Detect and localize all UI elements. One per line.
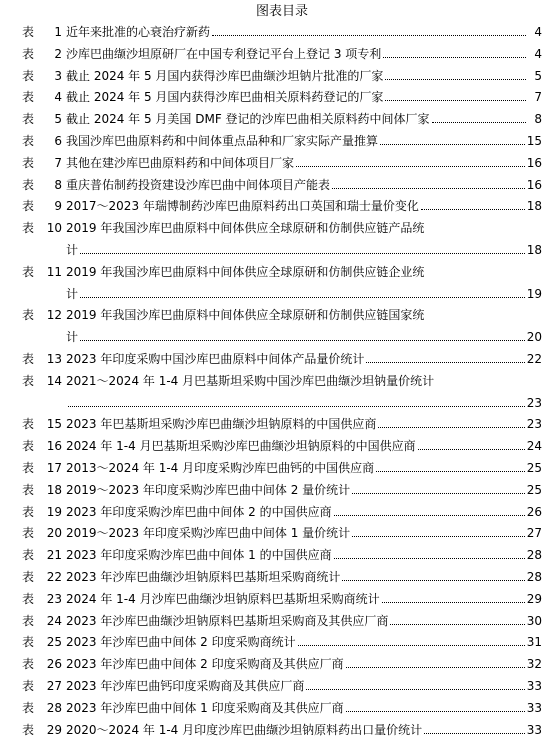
toc-entry-line — [22, 44, 542, 66]
toc-entry-page: 31 — [527, 632, 542, 654]
toc-entry-number: 9 — [44, 196, 62, 218]
toc-entry-prefix: 表 — [22, 567, 34, 589]
toc-entry-page: 27 — [527, 523, 542, 545]
toc-entry-label — [22, 262, 66, 284]
toc-entry-line — [22, 502, 542, 524]
toc-entry[interactable] — [22, 218, 542, 262]
dot-leader — [298, 645, 525, 646]
toc-entry-page: 20 — [527, 327, 542, 349]
toc-entry-line — [22, 567, 542, 589]
toc-entry-title: 2021～2024 年 1-4 月巴基斯坦采购中国沙库巴曲缬沙坦钠量价统计 — [66, 371, 434, 393]
toc-entry-label — [22, 153, 66, 175]
toc-entry-title: 2023 年沙库巴曲中间体 2 印度采购商统计 — [66, 632, 296, 654]
toc-entry-title-cont: 计 — [66, 327, 78, 349]
toc-entry-line — [22, 66, 542, 88]
toc-entry-title: 截止 2024 年 5 月国内获得沙库巴曲相关原料药登记的厂家 — [66, 87, 383, 109]
toc-entry-title: 2019 年我国沙库巴曲原料中间体供应全球原研和仿制供应链国家统 — [66, 305, 424, 327]
dot-leader — [80, 253, 525, 254]
toc-entry[interactable] — [22, 196, 542, 218]
toc-entry-prefix: 表 — [22, 218, 34, 240]
toc-entry-title: 2019～2023 年印度采购沙库巴曲中间体 1 量价统计 — [66, 523, 350, 545]
toc-entry[interactable] — [22, 349, 542, 371]
toc-entry-label — [22, 87, 66, 109]
toc-entry-page: 18 — [527, 196, 542, 218]
toc-entry-line — [22, 218, 542, 240]
toc-entry[interactable] — [22, 262, 542, 306]
toc-entry-number: 16 — [44, 436, 62, 458]
toc-entry-number: 11 — [44, 262, 62, 284]
toc-entry-page: 28 — [527, 567, 542, 589]
dot-leader — [385, 100, 526, 101]
toc-entry-page: 30 — [527, 611, 542, 633]
dot-leader — [366, 362, 524, 363]
toc-entry-prefix: 表 — [22, 545, 34, 567]
toc-entry[interactable] — [22, 22, 542, 44]
toc-entry-page: 19 — [527, 284, 542, 306]
toc-entry-line — [22, 22, 542, 44]
toc-entry-prefix: 表 — [22, 153, 34, 175]
toc-entry-number: 21 — [44, 545, 62, 567]
toc-entry-title: 2017～2023 年瑞博制药沙库巴曲原料药出口英国和瑞士量价变化 — [66, 196, 419, 218]
toc-entry-page: 4 — [528, 22, 542, 44]
toc-entry-line — [22, 654, 542, 676]
dot-leader — [352, 536, 525, 537]
toc-entry[interactable] — [22, 632, 542, 654]
toc-entry-number: 6 — [44, 131, 62, 153]
toc-entry[interactable] — [22, 676, 542, 698]
toc-entry-label — [22, 589, 66, 611]
dot-leader — [342, 580, 524, 581]
toc-entry-number: 5 — [44, 109, 62, 131]
toc-entry-number: 13 — [44, 349, 62, 371]
toc-entry-prefix: 表 — [22, 611, 34, 633]
toc-entry-label — [22, 196, 66, 218]
toc-entry-label — [22, 371, 66, 393]
toc-entry-title: 2023 年沙库巴曲钙印度采购商及其供应厂商 — [66, 676, 304, 698]
toc-entry[interactable] — [22, 109, 542, 131]
toc-entry[interactable] — [22, 153, 542, 175]
toc-entry[interactable] — [22, 567, 542, 589]
toc-entry[interactable] — [22, 720, 542, 741]
toc-entry-line — [22, 698, 542, 720]
toc-entry-number: 24 — [44, 611, 62, 633]
toc-entry[interactable] — [22, 611, 542, 633]
dot-leader — [382, 602, 525, 603]
toc-entry-line — [22, 589, 542, 611]
toc-entry-line — [22, 262, 542, 284]
dot-leader — [80, 297, 525, 298]
toc-entry-line — [22, 153, 542, 175]
toc-entry-title: 2019～2023 年印度采购沙库巴曲中间体 2 量价统计 — [66, 480, 350, 502]
toc-entry-label — [22, 66, 66, 88]
toc-entry-label — [22, 523, 66, 545]
toc-entry-number: 3 — [44, 66, 62, 88]
toc-entry[interactable] — [22, 131, 542, 153]
toc-entry-label — [22, 458, 66, 480]
toc-entry-title: 2023 年沙库巴曲中间体 2 印度采购商及其供应厂商 — [66, 654, 344, 676]
toc-entry-prefix: 表 — [22, 632, 34, 654]
toc-entry-page: 7 — [528, 87, 542, 109]
toc-entry-label — [22, 349, 66, 371]
dot-leader — [332, 188, 525, 189]
toc-entry-number: 15 — [44, 414, 62, 436]
toc-entry-title: 2023 年巴基斯坦采购沙库巴曲缬沙坦钠原料的中国供应商 — [66, 414, 376, 436]
toc-entry-label — [22, 676, 66, 698]
toc-entry-page: 24 — [527, 436, 542, 458]
dot-leader — [212, 35, 526, 36]
toc-entry-line — [22, 414, 542, 436]
toc-entry-prefix: 表 — [22, 589, 34, 611]
toc-entry-number: 8 — [44, 175, 62, 197]
toc-entry[interactable] — [22, 654, 542, 676]
toc-entry-title: 2019 年我国沙库巴曲原料中间体供应全球原研和仿制供应链企业统 — [66, 262, 424, 284]
toc-entry-label — [22, 414, 66, 436]
toc-entry[interactable] — [22, 87, 542, 109]
toc-entry-line — [22, 480, 542, 502]
toc-entry-title: 2024 年 1-4 月沙库巴曲缬沙坦钠原料巴基斯坦采购商统计 — [66, 589, 380, 611]
toc-entry-number: 1 — [44, 22, 62, 44]
toc-entry-title: 2023 年印度采购沙库巴曲中间体 1 的中国供应商 — [66, 545, 332, 567]
toc-entry-prefix: 表 — [22, 698, 34, 720]
toc-entry-title: 2020～2024 年 1-4 月印度沙库巴曲缬沙坦钠原料药出口量价统计 — [66, 720, 422, 741]
toc-entry-title: 近年来批准的心衰治疗新药 — [66, 22, 210, 44]
toc-entry-label — [22, 131, 66, 153]
toc-entry-prefix: 表 — [22, 371, 34, 393]
toc-entry-page: 25 — [527, 458, 542, 480]
toc-entry-title: 沙库巴曲缬沙坦原研厂在中国专利登记平台上登记 3 项专利 — [66, 44, 381, 66]
toc-entry-page: 18 — [527, 240, 542, 262]
toc-entry-number: 25 — [44, 632, 62, 654]
toc-entry-title: 2023 年印度采购中国沙库巴曲原料中间体产品量价统计 — [66, 349, 364, 371]
toc-entry-page: 22 — [527, 349, 542, 371]
toc-entry-label — [22, 22, 66, 44]
dot-leader — [421, 209, 525, 210]
toc-entry-page: 33 — [527, 698, 542, 720]
dot-leader — [418, 449, 525, 450]
toc-entry-label — [22, 436, 66, 458]
dot-leader — [383, 57, 526, 58]
toc-entry-number: 10 — [44, 218, 62, 240]
toc-entry-prefix: 表 — [22, 44, 34, 66]
toc-entry-continuation — [22, 327, 542, 349]
toc-entry-number: 7 — [44, 153, 62, 175]
toc-entry-page: 33 — [527, 720, 542, 741]
toc-entry-line — [22, 611, 542, 633]
toc-entry-label — [22, 44, 66, 66]
toc-entry-label — [22, 654, 66, 676]
dot-leader — [385, 79, 526, 80]
toc-entry-label — [22, 502, 66, 524]
toc-entry-line — [22, 676, 542, 698]
toc-entry-prefix: 表 — [22, 109, 34, 131]
toc-entry-line — [22, 196, 542, 218]
toc-entry-number: 20 — [44, 523, 62, 545]
toc-entry-prefix: 表 — [22, 480, 34, 502]
toc-entry[interactable] — [22, 502, 542, 524]
table-of-figures — [22, 22, 542, 741]
toc-entry-label — [22, 175, 66, 197]
toc-entry-prefix: 表 — [22, 436, 34, 458]
toc-entry-label — [22, 720, 66, 741]
toc-entry-page: 16 — [527, 175, 542, 197]
toc-entry-label — [22, 480, 66, 502]
toc-entry-line — [22, 131, 542, 153]
page-title: 图表目录 — [22, 2, 542, 22]
toc-entry-number: 18 — [44, 480, 62, 502]
toc-entry-title: 重庆普佑制药投资建设沙库巴曲中间体项目产能表 — [66, 175, 330, 197]
toc-entry-line — [22, 545, 542, 567]
toc-entry-title-cont: 计 — [66, 240, 78, 262]
toc-entry[interactable] — [22, 305, 542, 349]
toc-entry-line — [22, 175, 542, 197]
toc-entry-label — [22, 698, 66, 720]
dot-leader — [80, 340, 525, 341]
toc-entry-prefix: 表 — [22, 196, 34, 218]
toc-entry-title: 2024 年 1-4 月巴基斯坦采购沙库巴曲缬沙坦钠原料的中国供应商 — [66, 436, 416, 458]
toc-entry-line — [22, 436, 542, 458]
dot-leader — [378, 427, 524, 428]
toc-entry-page: 16 — [527, 153, 542, 175]
toc-entry-line — [22, 720, 542, 741]
toc-entry-label — [22, 632, 66, 654]
dot-leader — [68, 406, 525, 407]
toc-entry-page: 28 — [527, 545, 542, 567]
toc-entry-title: 2019 年我国沙库巴曲原料中间体供应全球原研和仿制供应链产品统 — [66, 218, 424, 240]
toc-entry[interactable] — [22, 414, 542, 436]
toc-entry[interactable] — [22, 480, 542, 502]
toc-entry-number: 29 — [44, 720, 62, 741]
toc-entry-page: 32 — [527, 654, 542, 676]
toc-entry-prefix: 表 — [22, 131, 34, 153]
toc-entry-line — [22, 632, 542, 654]
toc-entry-title: 截止 2024 年 5 月美国 DMF 登记的沙库巴曲相关原料药中间体厂家 — [66, 109, 430, 131]
toc-entry-continuation — [22, 240, 542, 262]
toc-entry-title: 2013～2024 年 1-4 月印度采购沙库巴曲钙的中国供应商 — [66, 458, 374, 480]
toc-entry-page: 5 — [528, 66, 542, 88]
toc-entry-label — [22, 109, 66, 131]
dot-leader — [346, 711, 525, 712]
toc-entry-continuation — [22, 284, 542, 306]
toc-entry-line — [22, 109, 542, 131]
toc-entry-number: 19 — [44, 502, 62, 524]
toc-entry-title: 其他在建沙库巴曲原料药和中间体项目厂家 — [66, 153, 294, 175]
dot-leader — [424, 733, 525, 734]
toc-entry-prefix: 表 — [22, 262, 34, 284]
toc-entry-prefix: 表 — [22, 720, 34, 741]
dot-leader — [376, 471, 525, 472]
toc-entry-prefix: 表 — [22, 676, 34, 698]
toc-entry-prefix: 表 — [22, 305, 34, 327]
toc-entry-number: 17 — [44, 458, 62, 480]
toc-entry-page: 15 — [527, 131, 542, 153]
toc-entry-prefix: 表 — [22, 66, 34, 88]
toc-entry-page: 23 — [527, 414, 542, 436]
toc-entry[interactable] — [22, 589, 542, 611]
toc-entry-line — [22, 349, 542, 371]
toc-entry-number: 14 — [44, 371, 62, 393]
toc-entry[interactable] — [22, 545, 542, 567]
toc-entry[interactable] — [22, 175, 542, 197]
toc-entry-prefix: 表 — [22, 502, 34, 524]
toc-entry-number: 27 — [44, 676, 62, 698]
toc-entry-prefix: 表 — [22, 458, 34, 480]
toc-entry-line — [22, 523, 542, 545]
toc-entry-title: 2023 年沙库巴曲中间体 1 印度采购商及其供应厂商 — [66, 698, 344, 720]
dot-leader — [390, 624, 524, 625]
toc-entry[interactable] — [22, 44, 542, 66]
toc-entry[interactable] — [22, 698, 542, 720]
toc-entry-line — [22, 305, 542, 327]
toc-entry-line — [22, 87, 542, 109]
toc-entry-label — [22, 305, 66, 327]
toc-entry-page: 4 — [528, 44, 542, 66]
toc-entry-label — [22, 611, 66, 633]
toc-entry-page: 25 — [527, 480, 542, 502]
dot-leader — [334, 558, 525, 559]
toc-entry-page: 26 — [527, 502, 542, 524]
dot-leader — [296, 166, 525, 167]
toc-entry-label — [22, 218, 66, 240]
toc-entry-page: 29 — [527, 589, 542, 611]
toc-entry-number: 26 — [44, 654, 62, 676]
toc-entry[interactable] — [22, 458, 542, 480]
toc-entry-prefix: 表 — [22, 175, 34, 197]
toc-entry-prefix: 表 — [22, 523, 34, 545]
toc-entry-prefix: 表 — [22, 414, 34, 436]
dot-leader — [334, 515, 525, 516]
toc-entry-title-cont: 计 — [66, 284, 78, 306]
dot-leader — [380, 144, 525, 145]
toc-entry-prefix: 表 — [22, 654, 34, 676]
toc-entry[interactable] — [22, 436, 542, 458]
toc-entry-continuation — [22, 393, 542, 415]
toc-entry-title: 2023 年沙库巴曲缬沙坦钠原料巴基斯坦采购商及其供应厂商 — [66, 611, 388, 633]
toc-entry-number: 23 — [44, 589, 62, 611]
toc-entry-title: 我国沙库巴曲原料药和中间体重点品种和厂家实际产量推算 — [66, 131, 378, 153]
toc-entry-number: 28 — [44, 698, 62, 720]
toc-entry-number: 22 — [44, 567, 62, 589]
toc-entry-title: 2023 年印度采购沙库巴曲中间体 2 的中国供应商 — [66, 502, 332, 524]
toc-entry[interactable] — [22, 371, 542, 415]
toc-entry-page: 23 — [527, 393, 542, 415]
toc-entry-number: 12 — [44, 305, 62, 327]
toc-page — [0, 2, 556, 716]
toc-entry-number: 4 — [44, 87, 62, 109]
toc-entry-label — [22, 567, 66, 589]
toc-entry[interactable] — [22, 66, 542, 88]
dot-leader — [432, 122, 526, 123]
toc-entry-number: 2 — [44, 44, 62, 66]
toc-entry-prefix: 表 — [22, 22, 34, 44]
dot-leader — [306, 689, 524, 690]
dot-leader — [352, 493, 525, 494]
toc-entry-prefix: 表 — [22, 87, 34, 109]
toc-entry-label — [22, 545, 66, 567]
toc-entry-title: 截止 2024 年 5 月国内获得沙库巴曲缬沙坦钠片批准的厂家 — [66, 66, 383, 88]
toc-entry-prefix: 表 — [22, 349, 34, 371]
dot-leader — [346, 667, 525, 668]
toc-entry-line — [22, 371, 542, 393]
toc-entry[interactable] — [22, 523, 542, 545]
toc-entry-page: 33 — [527, 676, 542, 698]
toc-entry-title: 2023 年沙库巴曲缬沙坦钠原料巴基斯坦采购商统计 — [66, 567, 340, 589]
toc-entry-page: 8 — [528, 109, 542, 131]
toc-entry-line — [22, 458, 542, 480]
